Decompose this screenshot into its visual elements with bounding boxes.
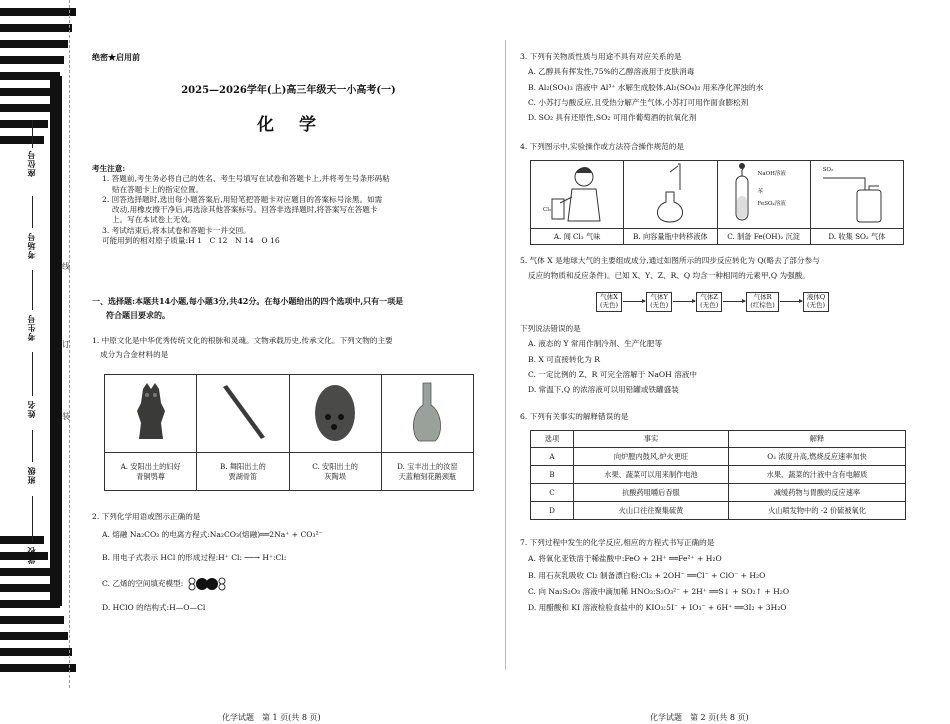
flow-box-x: 气体X (无色)	[596, 292, 622, 312]
subject-title: 化 学	[257, 115, 320, 135]
feso4-label: FeSO₄溶液	[757, 201, 786, 207]
benzene-label: 苯	[757, 189, 764, 195]
q1-option-b: B. 舞阳出土的	[219, 461, 266, 471]
bone-flute-icon	[213, 381, 273, 443]
field-class-label: 班级	[26, 466, 36, 484]
flow-box-z: 气体Z (无色)	[696, 292, 722, 312]
q6-header: 事实	[574, 431, 729, 448]
field-room-label: 考场号	[26, 232, 36, 259]
q1-options-table: A. 安阳出土的妇好 青铜鸮尊 B. 舞阳出土的 贾湖骨笛 C. 安阳出土的 灰陶埙 D. 宝丰出土的汝窑 天蓝釉刻花鹅颈瓶	[104, 374, 474, 491]
question-3: 3. 下列有关物质性质与用途不具有对应关系的是 A. 乙醇具有挥发性,75%的乙醇溶液用于皮肤消毒 B. Al₂(SO₄)₃ 溶液中 Al³⁺ 水解生成胶体,Al₂(SO₄)₃ 用来净化浑浊的水 C. 小苏打与酸反应,且受热分解产生气体,小苏打可用作面食膨松剂 D. SO₂ 具有还原性,SO₂ 可用作葡萄酒的抗氧化剂	[520, 52, 764, 122]
q4-option-c: C. 制备 Fe(OH)₂ 沉淀	[717, 229, 810, 245]
q3-option-c: C. 小苏打与酸反应,且受热分解产生气体,小苏打可用作面食膨松剂	[528, 97, 749, 107]
arrow-icon	[623, 301, 645, 302]
q5-option-a: A. 液态的 Y 常用作制冷剂、生产化肥等	[528, 339, 663, 349]
ethylene-model-icon	[186, 577, 228, 591]
volumetric-flask-icon	[640, 162, 700, 224]
seal-char-order: 订	[62, 340, 70, 349]
binding-strip	[0, 0, 95, 688]
table-row: B 水果、蔬菜可以用来制作电池 水果、蔬菜的汁液中含有电解质	[531, 466, 906, 484]
question-5: 5. 气体 X 是地球大气的主要组成成分,通过如图所示的四步反应转化为 Q(略去了部分参与 反应的物质和反应条件)。已知 X、Y、Z、R、Q 均含一种相同的元素甲,Q 为强酸。	[520, 256, 820, 281]
field-name-label: 姓名	[26, 400, 36, 418]
q4-option-a: A. 闻 Cl₂ 气味	[531, 229, 624, 245]
page-divider	[505, 40, 506, 670]
artifact-bronze-image	[105, 375, 197, 453]
flow-box-y: 气体Y (无色)	[646, 292, 672, 312]
table-row: D 火山口往往聚集硫黄 火山喷发物中的 -2 价硫被氧化	[531, 502, 906, 520]
field-school-label: 学校	[26, 546, 36, 564]
exam-title: 2025—2026学年(上)高三年级天一小高考(一)	[181, 85, 396, 96]
notice-item: 2. 回答选择题时,选出每小题答案后,用铅笔把答题卡对应题目的答案标号涂黑。如需	[102, 194, 383, 204]
q3-option-b: B. Al₂(SO₄)₃ 溶液中 Al³⁺ 水解生成胶体,Al₂(SO₄)₃ 用来净化浑浊的水	[528, 82, 764, 92]
q2-option-a: A. 熔融 Na₂CO₃ 的电离方程式:Na₂CO₃(熔融)══2Na⁺ + CO₃²⁻	[102, 530, 323, 540]
binding-vertical-bar	[50, 76, 62, 606]
q7-option-b: B. 用石灰乳吸收 Cl₂ 制备漂白粉:Cl₂ + 2OH⁻ ══Cl⁻ + ClO⁻ + H₂O	[528, 570, 766, 580]
q2-option-b: B. 用电子式表示 HCl 的形成过程:H⁺ Cl: ──→ H⁺:Cl:	[102, 552, 287, 562]
q6-header: 解释	[729, 431, 906, 448]
q2-option-c: C. 乙烯的空间填充模型:	[102, 578, 184, 588]
notice-item: 改动,用橡皮擦干净后,再选涂其他答案标号。回答非选择题时,将答案写在答题卡	[112, 205, 378, 214]
question-1: 1. 中原文化是中华优秀传统文化的根脉和灵魂。文物承载历史,传承文化。下列文物的主要 成分为合金材料的是	[92, 336, 393, 360]
q4-c-image	[717, 161, 810, 229]
notice-item: 上。写在本试卷上无效。	[112, 215, 196, 225]
field-examno-label: 考生号	[26, 314, 36, 341]
seal-char-line: 线	[62, 262, 70, 271]
q3-option-a: A. 乙醇具有挥发性,75%的乙醇溶液用于皮肤消毒	[528, 67, 695, 77]
question-6: 6. 下列有关事实的解释错误的是	[520, 412, 629, 421]
cl2-label: Cl₂	[543, 207, 552, 213]
table-row: C 抗酸药咀嚼后吞服 减缓药物与胃酸的反应速率	[531, 484, 906, 502]
celadon-vase-icon	[407, 379, 447, 445]
arrow-icon	[673, 301, 695, 302]
atomic-mass-note: 可能用到的相对原子质量:H 1 C 12 N 14 O 16	[102, 235, 280, 245]
notice-item: 1. 答题前,考生务必将自己的姓名、考生号填写在试卷和答题卡上,并将考生号条形码粘	[102, 174, 390, 184]
naoh-label: NaOH溶液	[757, 171, 786, 177]
field-seat-label: 座位号	[26, 150, 36, 177]
notice-item: 3. 考试结束后,将本试卷和答题卡一并交回。	[102, 225, 251, 235]
q5-option-d: D. 常温下,Q 的浓溶液可以用铅罐或铁罐盛装	[528, 385, 679, 394]
q5-flow-diagram	[596, 292, 829, 312]
q7-option-a: A. 将氧化亚铁溶于稀盐酸中:FeO + 2H⁺ ══Fe²⁺ + H₂O	[528, 554, 722, 564]
footer-page-2: 化学试题 第 2 页(共 8 页)	[650, 713, 749, 722]
q4-options-table	[530, 160, 904, 245]
q4-a-image	[531, 161, 624, 229]
question-5-options: 下列说法错误的是 A. 液态的 Y 常用作制冷剂、生产化肥等 B. X 可直接转化为 R C. 一定比例的 Z、R 可完全溶解于 NaOH 溶液中 D. 常温下,Q 的浓溶液可以用铅罐或铁罐盛装	[520, 324, 697, 394]
q4-option-b: B. 向容量瓶中转移液体	[624, 229, 717, 245]
q5-option-c: C. 一定比例的 Z、R 可完全溶解于 NaOH 溶液中	[528, 369, 697, 379]
notice	[92, 164, 390, 246]
arrow-icon	[723, 301, 745, 302]
q7-option-c: C. 向 Na₂S₂O₃ 溶液中滴加稀 HNO₃:S₂O₃²⁻ + 2H⁺ ══S↓ + SO₂↑ + H₂O	[528, 586, 790, 596]
artifact-bone-flute-image	[197, 375, 289, 453]
q3-option-d: D. SO₂ 具有还原性,SO₂ 可用作葡萄酒的抗氧化剂	[528, 113, 697, 122]
smell-gas-icon	[542, 163, 612, 223]
footer-page-1: 化学试题 第 1 页(共 8 页)	[222, 713, 321, 722]
artifact-xun-image	[289, 375, 381, 453]
so2-label: SO₂	[822, 167, 834, 173]
secret-mark: 绝密★启用前	[92, 52, 140, 62]
q2-option-d: D. HClO 的结构式:H—O—Cl	[102, 602, 206, 612]
question-2: 2. 下列化学用语或图示正确的是 A. 熔融 Na₂CO₃ 的电离方程式:Na₂CO₃(熔融)══2Na⁺ + CO₃²⁻ B. 用电子式表示 HCl 的形成过程:H⁺ Cl: ──→ H⁺:Cl: C. 乙烯的空间填充模型: D. HClO 的结构式:H—O—Cl	[92, 512, 323, 612]
section-1-heading: 一、选择题:本题共14小题,每小题3分,共42分。在每小题给出的四个选项中,只有一项是 符合题目要求的。	[92, 296, 404, 320]
arrow-icon	[780, 301, 802, 302]
flow-box-r: 气体R (红棕色)	[746, 292, 779, 312]
q1-option-c: C. 安阳出土的	[312, 461, 358, 471]
question-4: 4. 下列图示中,实验操作或方法符合操作规范的是	[520, 142, 684, 151]
pottery-xun-icon	[312, 379, 358, 445]
q6-header: 选项	[531, 431, 574, 448]
q4-b-image	[624, 161, 717, 229]
table-row: A 向炉膛内鼓风,炉火更旺 O₂ 浓度升高,燃烧反应速率加快	[531, 448, 906, 466]
q7-option-d: D. 用醋酸和 KI 溶液检验食盐中的 KIO₃:5I⁻ + IO₃⁻ + 6H⁺ ══3I₂ + 3H₂O	[528, 603, 787, 612]
q4-option-d: D. 收集 SO₂ 气体	[810, 229, 903, 245]
question-7: 7. 下列过程中发生的化学反应,相应的方程式书写正确的是 A. 将氧化亚铁溶于稀盐酸中:FeO + 2H⁺ ══Fe²⁺ + H₂O B. 用石灰乳吸收 Cl₂ 制备漂白粉:Cl₂ + 2OH⁻ ══Cl⁻ + ClO⁻ + H₂O C. 向 Na₂S₂O₃ 溶液中滴加稀 HNO₃:S₂O₃²⁻ + 2H⁺ ══S↓ + SO₂↑ + H₂O D. 用醋酸和 KI 溶液检验食盐中的 KIO₃:5I⁻ + IO₃⁻ + 6H⁺ ══3I₂ + 3H₂O	[520, 538, 790, 612]
q1-option-d: D. 宝丰出土的汝窑	[397, 461, 458, 471]
q1-option-a: A. 安阳出土的妇好	[120, 461, 181, 471]
q6-table	[530, 430, 906, 520]
bronze-owl-icon	[131, 381, 171, 443]
artifact-vase-image	[381, 375, 473, 453]
notice-title: 考生注意:	[92, 164, 126, 173]
q5-option-b: B. X 可直接转化为 R	[528, 354, 600, 364]
notice-item: 贴在答题卡上的指定位置。	[112, 184, 204, 194]
seal-char-install: 装	[62, 412, 70, 421]
flow-box-q: 液体Q (无色)	[803, 292, 829, 312]
q4-d-image	[810, 161, 903, 229]
